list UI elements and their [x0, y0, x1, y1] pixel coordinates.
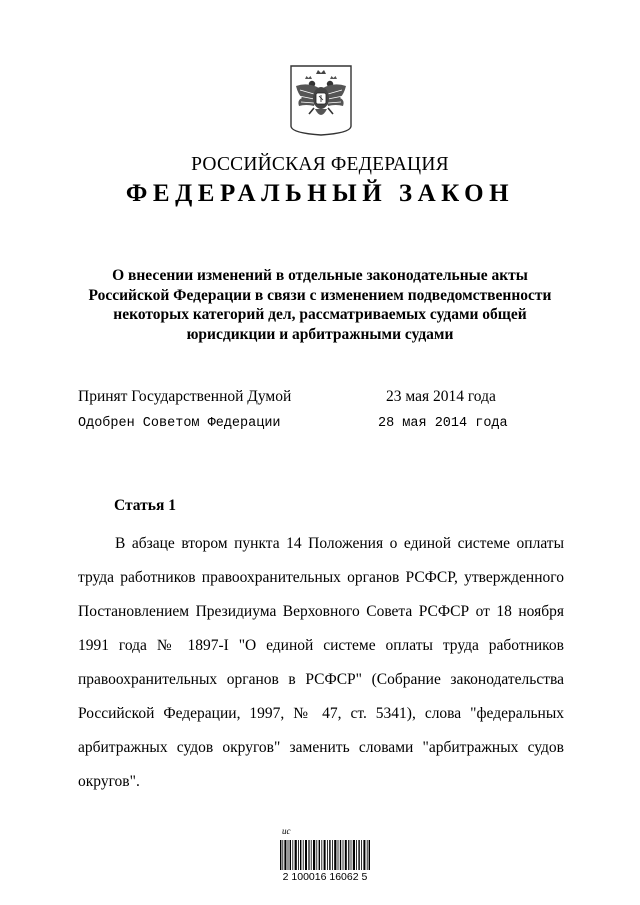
- document-type: ФЕДЕРАЛЬНЫЙ ЗАКОН: [125, 180, 515, 207]
- barcode-mark: ис: [282, 826, 291, 836]
- barcode-block: [270, 826, 380, 888]
- council-approval-row: [78, 416, 518, 436]
- barcode-number: 2 100016 16062 5: [282, 871, 368, 883]
- law-title-line: О внесении изменений в отдельные законодательные акты: [112, 267, 528, 284]
- coat-of-arms-icon: [288, 64, 354, 136]
- council-date: 28 мая 2014 года: [378, 416, 508, 431]
- barcode-icon: [280, 840, 370, 870]
- duma-date: 23 мая 2014 года: [386, 388, 496, 405]
- article-text: В абзаце втором пункта 14 Положения о единой системе оплаты труда работников правоохранительных органов РСФСР, утвержденного Постановлением Президиума Верховного Совета РСФСР от 18 ноября 1991 года № 1897-I "О единой системе оплаты труда работников правоохранительных органов в РСФСР" (Собрание законодательства Российской Федерации, 1997, № 47, ст. 5341), слова "федеральных арбитражных судов округов" заменить словами "арбитражных судов округов".: [78, 535, 564, 790]
- law-title: [80, 266, 560, 344]
- law-title-line: Российской Федерации в связи с изменением подведомственности: [88, 286, 552, 304]
- article-heading: Статья 1: [114, 497, 176, 514]
- council-label: Одобрен Советом Федерации: [78, 416, 281, 431]
- law-title-line: юрисдикции и арбитражными судами: [186, 325, 454, 343]
- duma-adoption-row: [78, 388, 518, 408]
- country-name: РОССИЙСКАЯ ФЕДЕРАЦИЯ: [191, 154, 449, 175]
- law-title-line: некоторых категорий дел, рассматриваемых судами общей: [113, 306, 527, 323]
- duma-label: Принят Государственной Думой: [78, 388, 292, 405]
